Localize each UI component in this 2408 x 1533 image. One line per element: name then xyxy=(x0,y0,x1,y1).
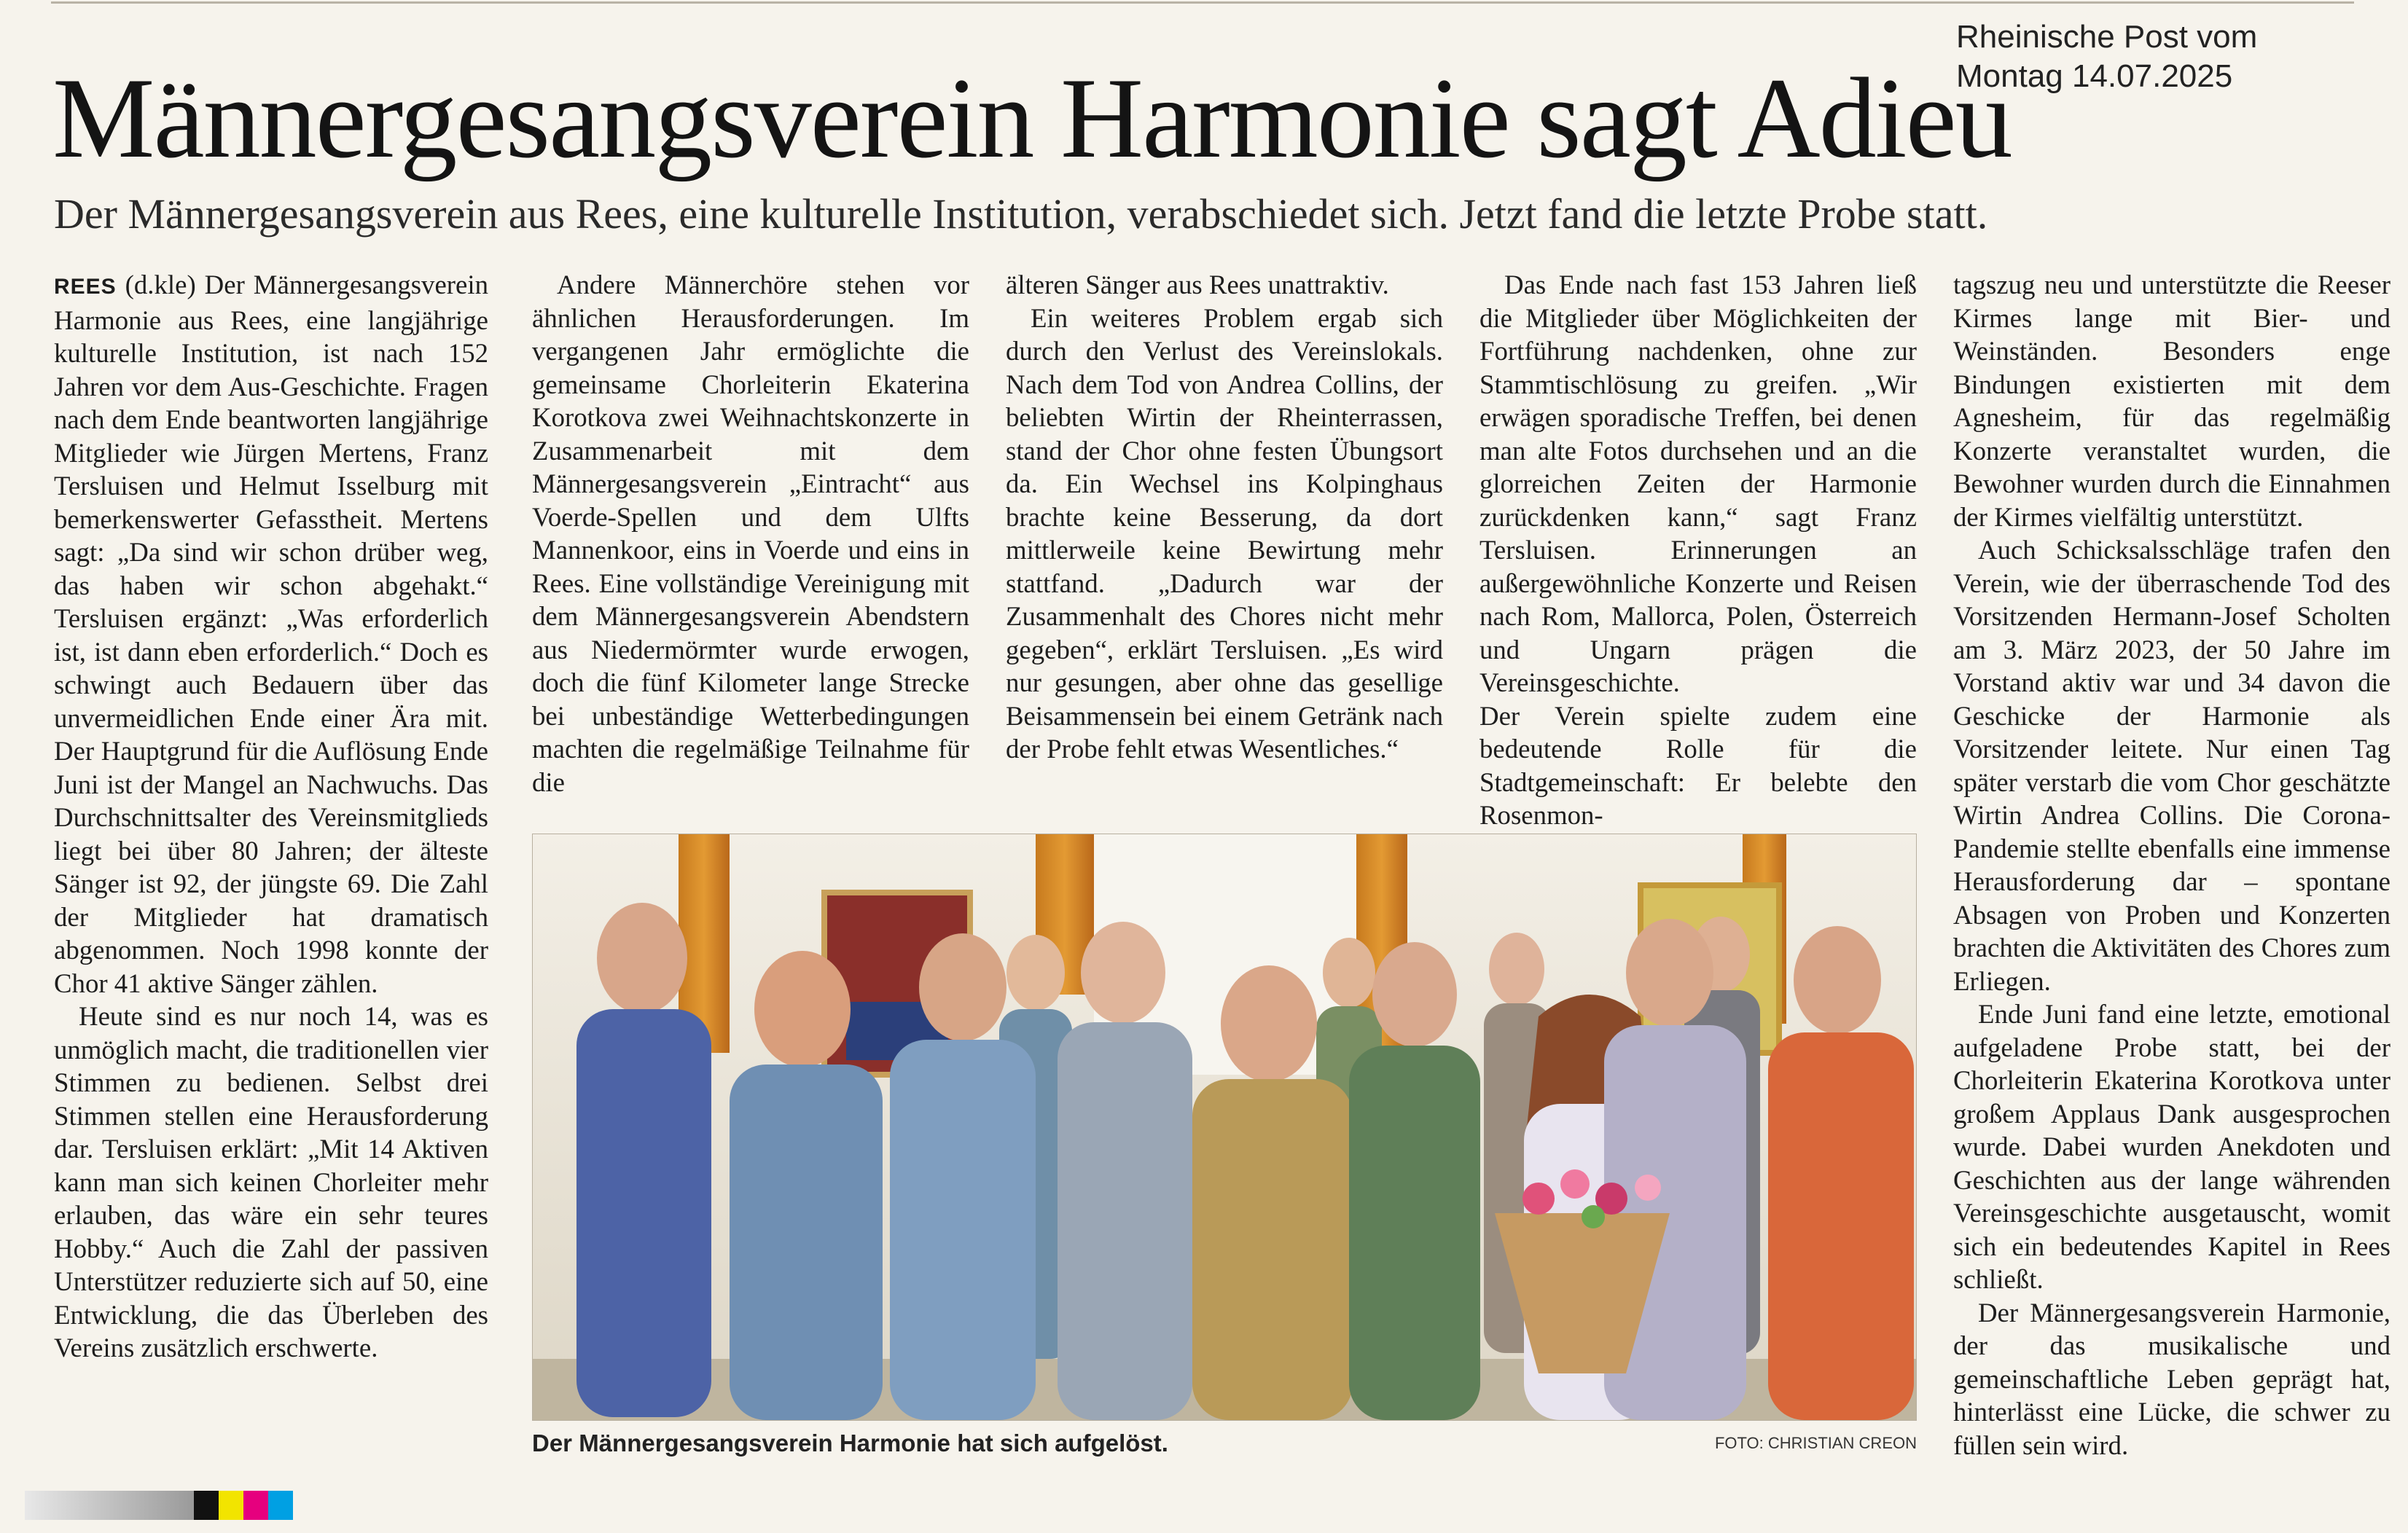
article-paragraph: Ende Juni fand eine letzte, emotional aufgeladene Probe statt, bei der Chorleiterin Ekaterina Korotkova unter großem Applaus Dank ausgesprochen wurde. Dabei wurden Anekdoten und Geschichten aus der lange währenden Vereinsgeschichte ausgetauscht, womit sich ein bedeutendes Kapitel in Rees schließt. xyxy=(1953,999,2391,1294)
byline: (d.kle) xyxy=(125,270,196,299)
group-photo-illustration xyxy=(533,834,1916,1420)
article-paragraph: Der Verein spielte zudem eine bedeutende Rolle für die Stadtgemeinschaft: Er belebte den Rosenmon- xyxy=(1479,700,1917,830)
article-column-1 xyxy=(54,268,488,1365)
color-patch-grey xyxy=(25,1491,194,1520)
article-paragraph: Andere Männerchöre stehen vor ähnlichen Herausforderungen. Im vergangenen Jahr ermöglichte die gemeinsame Chorleiterin Ekaterina Korotkova zwei Weihnachtskonzerte in Zusammenarbeit mit dem Männergesangsverein „Eintracht“ aus Voerde-Spellen und dem Ulfts Mannenkoor, eins in Voerde und eins in Rees. Eine vollständige Vereinigung mit dem Männergesangsverein Abendstern aus Niedermörmter wurde erwogen, doch die fünf Kilometer lange Strecke bei unbeständige Wetterbedingungen machten die regelmäßige Teilnahme für die xyxy=(532,270,969,797)
source-line-1: Rheinische Post vom xyxy=(1956,19,2258,55)
paragraph-text: Der Männergesangsverein Harmonie aus Rees, eine langjährige kulturelle Institution, ist nach 152 Jahren vor dem Aus-Geschichte. Fragen nach dem Ende beantworten langjährige Mitglieder wie Jürgen Mertens, Franz Tersluisen und Helmut Isselburg mit bemerkenswerter Gefasstheit. Mertens sagt: „Da sind wir schon drüber weg, das haben wir schon abgehakt.“ Tersluisen ergänzt: „Was erforderlich ist, ist dann eben erforderlich.“ Doch es schwingt auch Bedauern über das unvermeidlichen Ende einer Ära mit. Der Hauptgrund für die Auflösung Ende Juni ist der Mangel an Nachwuchs. Das Durchschnittsalter des Vereinsmitglieds liegt bei über 80 Jahren; der älteste Sänger ist 92, der jüngste 69. Die Zahl der Mitglieder hat dramatisch abgenommen. Noch 1998 konnte der Chor 41 aktive Sänger zählen. xyxy=(54,270,488,998)
article-paragraph: Heute sind es nur noch 14, was es unmöglich macht, die traditionellen vier Stimmen zu bedienen. Selbst drei Stimmen stellen eine Herausforderung dar. Tersluisen erklärt: „Mit 14 Aktiven kann man sich keinen Chorleiter mehr erlauben, das wäre ein sehr teures Hobby.“ Auch die Zahl der passiven Unterstützer reduzierte sich auf 50, eine Entwicklung, die das Überleben des Vereins zusätzlich erschwerte. xyxy=(54,1001,488,1363)
dateline: REES xyxy=(54,275,117,299)
photo-caption-bar xyxy=(532,1430,1917,1457)
article-paragraph xyxy=(54,268,488,1000)
article-paragraph: Der Männergesangsverein Harmonie, der das musikalische und gemeinschaftliche Leben geprägt hat, hinterlässt eine Lücke, die schwer zu füllen sein wird. xyxy=(1953,1297,2391,1460)
article-paragraph: tagszug neu und unterstützte die Reeser Kirmes lange mit Bier- und Weinständen. Besonders enge Bindungen existierten mit dem Agnesheim, für das regelmäßig Konzerte veranstaltet wurden, die Bewohner wurden durch die Einnahmen der Kirmes vielfältig unterstützt. xyxy=(1953,270,2391,532)
color-patch-yellow xyxy=(219,1491,243,1520)
photo-caption: Der Männergesangsverein Harmonie hat sich aufgelöst. xyxy=(532,1430,1168,1456)
color-patch-cyan xyxy=(268,1491,293,1520)
source-line-2: Montag 14.07.2025 xyxy=(1956,58,2233,94)
article-column-4 xyxy=(1479,268,1917,832)
color-patch-black xyxy=(194,1491,219,1520)
article-column-3 xyxy=(1006,268,1443,766)
article-paragraph: Das Ende nach fast 153 Jahren ließ die Mitglieder über Möglichkeiten der Fortführung nachdenken, ohne zur Stammtischlösung zu greifen. „Wir erwägen sporadische Treffen, bei denen man alte Fotos durchsehen und an die glorreichen Zeiten der Harmonie zurückdenken kann,“ sagt Franz Tersluisen. Erinnerungen an außergewöhnliche Konzerte und Reisen nach Rom, Mallorca, Polen, Österreich und Ungarn prägen die Vereinsgeschichte. xyxy=(1479,270,1917,697)
headline: Männergesangsverein Harmonie sagt Adieu xyxy=(52,55,2012,182)
top-rule xyxy=(51,1,2354,4)
color-patch-magenta xyxy=(243,1491,268,1520)
group-photo xyxy=(532,834,1917,1421)
article-column-5 xyxy=(1953,268,2391,1462)
article-column-2 xyxy=(532,268,969,799)
article-paragraph: älteren Sänger aus Rees unattraktiv. xyxy=(1006,270,1389,299)
photo-credit: FOTO: CHRISTIAN CREON xyxy=(1714,1434,1917,1452)
subheadline: Der Männergesangsverein aus Rees, eine kulturelle Institution, verabschiedet sich. Jetzt fand die letzte Probe statt. xyxy=(54,190,1988,238)
print-color-bar xyxy=(25,1491,293,1520)
article-paragraph: Ein weiteres Problem ergab sich durch den Verlust des Vereinslokals. Nach dem Tod von Andrea Collins, der beliebten Wirtin der Rheinterrassen, stand der Chor ohne festen Übungsort da. Ein Wechsel ins Kolpinghaus brachte keine Besserung, da dort mittlerweile keine Bewirtung mehr stattfand. „Dadurch war der Zusammenhalt des Chores nicht mehr gegeben“, erklärt Tersluisen. „Es wird nur gesungen, aber ohne das gesellige Beisammensein bei einem Getränk nach der Probe fehlt etwas Wesentliches.“ xyxy=(1006,302,1443,764)
article-paragraph: Auch Schicksalsschläge trafen den Verein, wie der überraschende Tod des Vorsitzenden Hermann-Josef Scholten am 3. März 2023, der 50 Jahre im Vorstand aktiv war und 34 davon die Geschicke der Harmonie als Vorsitzender leitete. Nur einen Tag später verstarb die vom Chor geschätzte Wirtin Andrea Collins. Die Corona-Pandemie stellte ebenfalls eine immense Herausforderung dar – spontane Absagen von Proben und Konzerten brachten die Aktivitäten des Chores zum Erliegen. xyxy=(1953,535,2391,996)
